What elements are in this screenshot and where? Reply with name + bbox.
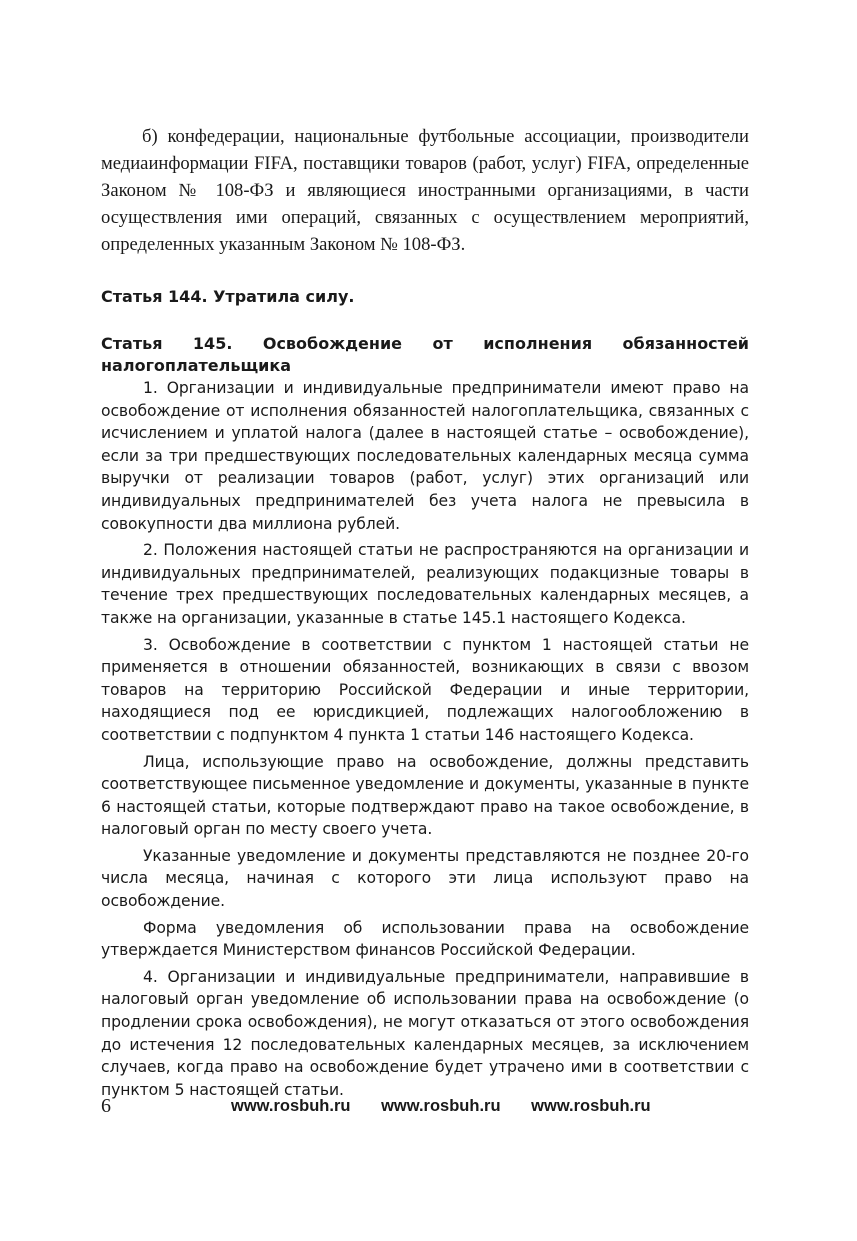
footer-links — [231, 1095, 677, 1117]
article-144-title: Статья 144. Утратила силу. — [101, 287, 355, 306]
article-145-paragraph-1: 1. Организации и индивидуальные предприниматели имеют право на освобождение от исполнения обязанностей налогоплательщика, связанных с исчислением и уплатой налога (далее в настоящей статье – освобождение), если за три предшествующих последовательных календарных месяца сумма выручки от реализации товаров (работ, услуг) этих организаций или индивидуальных предпринимателей без учета налога не превысила в совокупности два миллиона рублей. — [101, 379, 749, 533]
article-145-paragraph-2: 2. Положения настоящей статьи не распространяются на организации и индивидуальных предпринимателей, реализующих подакцизные товары в течение трех предшествующих последовательных календарных месяцев, а также на организации, указанные в статье 145.1 настоящего Кодекса. — [101, 541, 749, 627]
page-number: 6 — [101, 1095, 111, 1117]
page-footer — [101, 1094, 749, 1118]
footer-link[interactable]: www.rosbuh.ru — [531, 1097, 651, 1115]
footer-link[interactable]: www.rosbuh.ru — [231, 1097, 351, 1115]
article-145-paragraph-3: 3. Освобождение в соответствии с пунктом 1 настоящей статьи не применяется в отношении обязанностей, возникающих в связи с ввозом товаров на территорию Российской Федерации и иные территории, находящиеся под ее юрисдикцией, подлежащих налогообложению в соответствии с подпунктом 4 пункта 1 статьи 146 настоящего Кодекса. — [101, 635, 749, 744]
intro-paragraph: б) конфедерации, национальные футбольные ассоциации, производители медиаинформации FIFA, поставщики товаров (работ, услуг) FIFA, определенные Законом № 108-ФЗ и являющиеся иностранными организациями, в части осуществления ими операций, связанных с осуществлением мероприятий, определенных указанным Законом № 108-ФЗ. — [101, 126, 749, 255]
article-145-paragraph-6: Форма уведомления об использовании права на освобождение утверждается Министерством финансов Российской Федерации. — [101, 918, 749, 960]
article-145-paragraph-5: Указанные уведомление и документы представляются не позднее 20-го числа месяца, начиная с которого эти лица используют право на освобождение. — [101, 846, 749, 911]
footer-link[interactable]: www.rosbuh.ru — [381, 1097, 501, 1115]
article-145-paragraph-7: 4. Организации и индивидуальные предприниматели, направившие в налоговый орган уведомление об использовании права на освобождение (о продлении срока освобождения), не могут отказаться от этого освобождения до истечения 12 последовательных календарных месяцев, за исключением случаев, когда право на освобождение будет утрачено ими в соответствии с пунктом 5 настоящей статьи. — [101, 967, 749, 1099]
article-145-paragraph-4: Лица, использующие право на освобождение, должны представить соответствующее письменное уведомление и документы, указанные в пункте 6 настоящей статьи, которые подтверждают право на такое освобождение, в налоговый орган по месту своего учета. — [101, 752, 749, 839]
article-145-title: Статья 145. Освобождение от исполнения обязанностей налогоплательщика — [101, 334, 749, 375]
page-body — [101, 123, 749, 1101]
